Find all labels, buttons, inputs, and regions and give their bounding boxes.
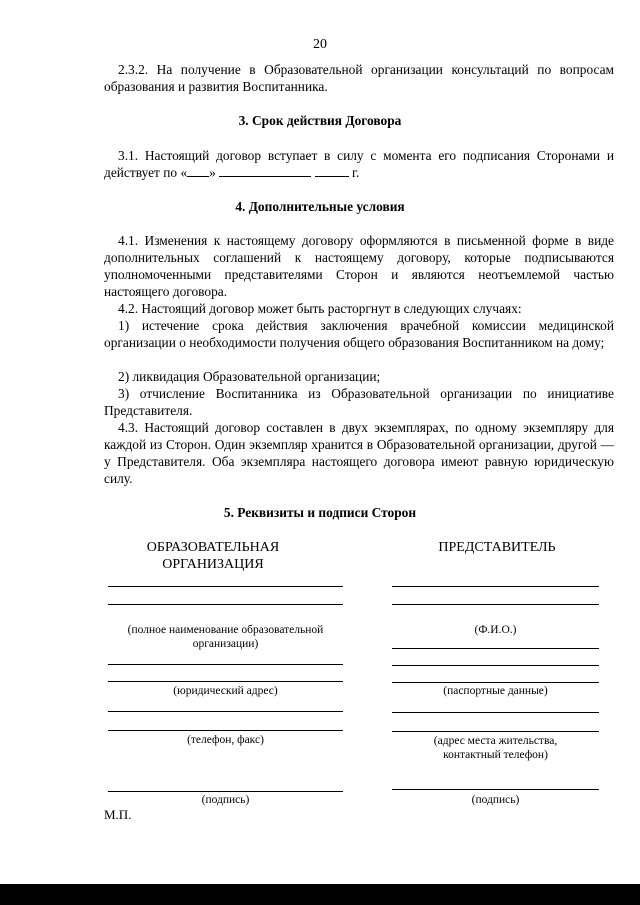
org-title-line-2: ОРГАНИЗАЦИЯ (162, 557, 264, 572)
clause-2-3-2: 2.3.2. На получение в Образовательной организации консультаций по вопросам образования и развития Воспитанника. (104, 62, 614, 94)
clause-4-1: 4.1. Изменения к настоящему договору оформляются в письменной форме в виде дополнительных соглашений к настоящему договору, которые подписываются уполномоченными представителями Сторон и являются неотъемлемой частью настоящего договора. (104, 233, 614, 299)
org-full-name-caption (108, 623, 343, 651)
clause-4-2-item-1: 1) истечение срока действия заключения врачебной комиссии медицинской организации о необходимости получения общего образования Воспитанником на дому; (104, 318, 614, 350)
month-blank (219, 164, 311, 177)
day-blank (187, 164, 209, 177)
phone-fax-caption: (телефон, факс) (187, 734, 264, 746)
year-suffix: г. (351, 165, 360, 180)
rep-address-line-1 (392, 712, 599, 713)
year-blank (315, 164, 349, 177)
stamp-label: М.П. (104, 807, 132, 822)
org-phone-line-1 (108, 711, 343, 712)
org-address-line-2 (108, 681, 343, 682)
rep-signature-caption: (подпись) (471, 794, 520, 806)
org-name-line-1 (108, 586, 343, 587)
clause-3-1-text: 3.1. Настоящий договор вступает в силу с момента его подписания Сторонами и действует по « (104, 148, 614, 180)
representative-column-title: ПРЕДСТАВИТЕЛЬ (438, 540, 556, 555)
close-quote: » (209, 165, 216, 180)
clause-4-2: 4.2. Настоящий договор может быть расторгнут в следующих случаях: (118, 301, 522, 316)
section-4-heading: 4. Дополнительные условия (235, 199, 405, 214)
section-3-heading: 3. Срок действия Договора (238, 113, 402, 128)
clause-4-3: 4.3. Настоящий договор составлен в двух экземплярах, по одному экземпляру для каждой из Сторон. Один экземпляр хранится в Образовательной организации, другой — у Представителя. Оба экземпляра настоящего договора имеют равную юридическую силу. (104, 420, 614, 486)
rep-address-line-2 (392, 731, 599, 732)
rep-passport-line-2 (392, 665, 599, 666)
rep-passport-line-3 (392, 682, 599, 683)
org-column-title (108, 539, 318, 573)
org-full-name-caption-line-2: организации) (192, 638, 259, 650)
org-title-line-1: ОБРАЗОВАТЕЛЬНАЯ (146, 540, 280, 555)
scan-bottom-edge (0, 884, 640, 905)
passport-caption: (паспортные данные) (443, 685, 548, 697)
org-address-line-1 (108, 664, 343, 665)
section-5-heading: 5. Реквизиты и подписи Сторон (223, 505, 417, 520)
clause-3-1 (104, 147, 614, 181)
legal-address-caption: (юридический адрес) (173, 685, 278, 697)
fio-caption: (Ф.И.О.) (474, 624, 517, 636)
org-full-name-caption-line-1: (полное наименование образовательной (127, 624, 324, 636)
residence-caption-line-1: (адрес места жительства, (433, 735, 558, 747)
org-name-line-2 (108, 604, 343, 605)
rep-signature-line (392, 789, 599, 790)
rep-name-line-1 (392, 586, 599, 587)
clause-4-2-item-2: 2) ликвидация Образовательной организации; (118, 369, 381, 384)
org-signature-caption: (подпись) (201, 794, 250, 806)
org-phone-line-2 (108, 730, 343, 731)
rep-passport-line-1 (392, 648, 599, 649)
rep-name-line-2 (392, 604, 599, 605)
residence-caption-line-2: контактный телефон) (443, 749, 548, 761)
org-signature-line (108, 791, 343, 792)
clause-4-2-item-3: 3) отчисление Воспитанника из Образовательной организации по инициативе Представителя. (104, 386, 614, 418)
page-number: 20 (313, 37, 327, 52)
residence-caption (392, 734, 599, 762)
